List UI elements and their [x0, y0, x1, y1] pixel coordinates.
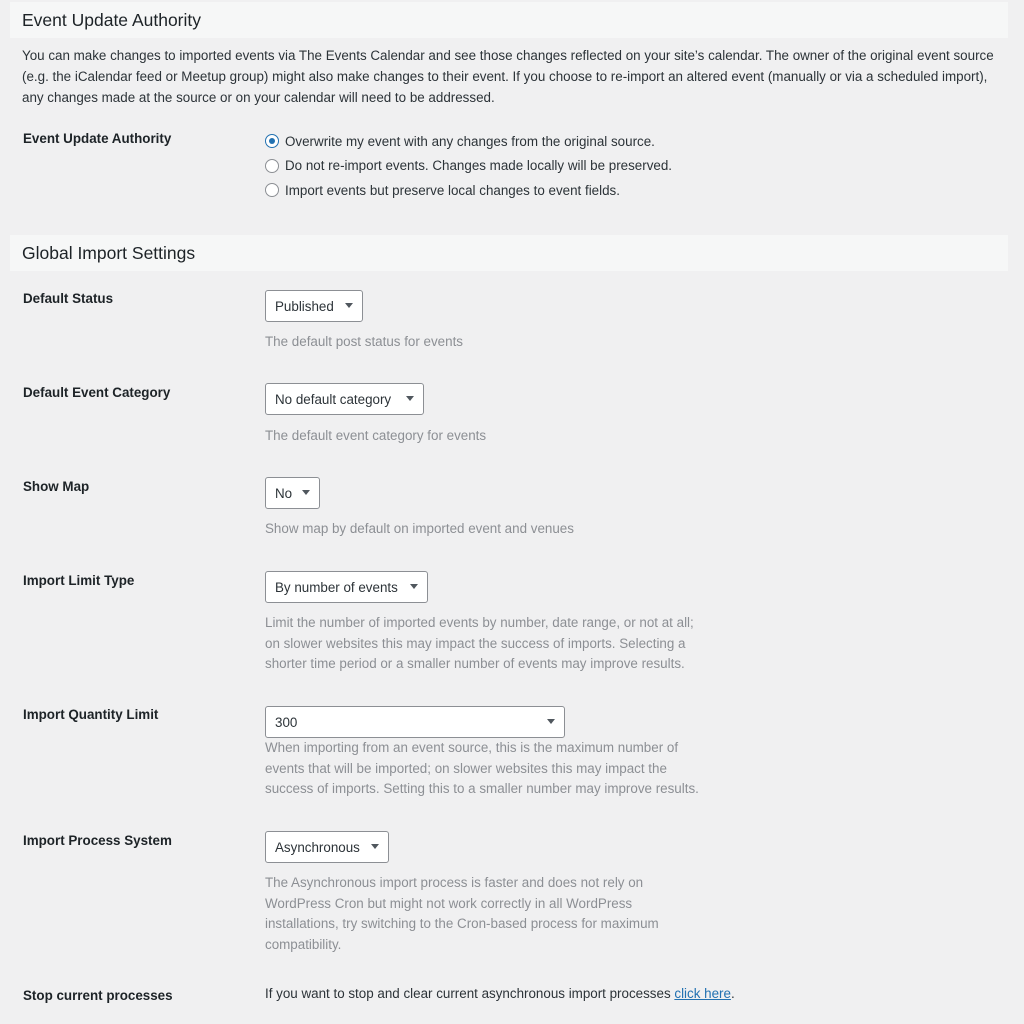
radio-option-label[interactable]: Import events but preserve local changes to event fields.: [285, 182, 620, 198]
import-limit-type-description: [265, 613, 694, 675]
stop-processes-message: If you want to stop and clear current asynchronous import processes: [265, 986, 675, 1001]
description-line: on slower websites this may impact the success of imports. Selecting a: [265, 635, 686, 651]
import-limit-type-label: Import Limit Type: [23, 573, 135, 588]
select-value: Published: [275, 298, 334, 314]
caret-down-icon: [371, 844, 379, 849]
show-map-description: Show map by default on imported event and venues: [265, 521, 574, 536]
description-line: The Asynchronous import process is faster and does not rely on: [265, 875, 644, 890]
description-line: events that will be imported; on slower websites this may impact the: [265, 760, 667, 776]
event-update-authority-radio-group: [265, 129, 672, 203]
import-limit-type-select[interactable]: [265, 571, 428, 603]
description-line: WordPress Cron but might not work correctly in all WordPress: [265, 895, 633, 911]
default-status-label: Default Status: [23, 291, 114, 306]
radio-option-preserve-local[interactable]: [265, 178, 672, 203]
radio-option-label[interactable]: Overwrite my event with any changes from the original source.: [285, 133, 655, 149]
default-event-category-label: Default Event Category: [23, 385, 171, 400]
caret-down-icon: [302, 490, 310, 495]
caret-down-icon: [345, 303, 353, 308]
caret-down-icon: [547, 719, 555, 724]
section-title: Event Update Authority: [22, 9, 201, 30]
default-event-category-select[interactable]: [265, 383, 424, 415]
section-header-global-import-settings: [10, 235, 1008, 271]
select-value: Asynchronous: [275, 839, 360, 855]
select-value: By number of events: [275, 579, 398, 595]
section-header-event-update-authority: [10, 2, 1008, 38]
import-quantity-limit-select[interactable]: [265, 706, 565, 738]
radio-option-no-reimport[interactable]: [265, 154, 672, 179]
default-status-select[interactable]: [265, 290, 363, 322]
caret-down-icon: [410, 584, 418, 589]
show-map-select[interactable]: [265, 477, 320, 509]
show-map-label: Show Map: [23, 479, 90, 494]
import-process-system-select[interactable]: [265, 831, 389, 863]
section-title: Global Import Settings: [22, 242, 196, 263]
radio-option-overwrite[interactable]: [265, 129, 672, 154]
caret-down-icon: [406, 396, 414, 401]
default-status-description: The default post status for events: [265, 334, 463, 349]
description-line: shorter time period or a smaller number of events may improve results.: [265, 656, 685, 671]
description-line: Limit the number of imported events by number, date range, or not at all;: [265, 615, 694, 630]
select-value: No default category: [275, 391, 392, 407]
select-value: 300: [275, 714, 298, 730]
import-process-system-label: Import Process System: [23, 833, 172, 848]
radio-button[interactable]: [265, 183, 279, 197]
import-process-system-description: [265, 873, 659, 955]
description-line: When importing from an event source, this is the maximum number of: [265, 740, 679, 755]
radio-button-checked[interactable]: [265, 134, 279, 148]
select-value: No: [275, 485, 293, 501]
import-quantity-limit-label: Import Quantity Limit: [23, 707, 159, 722]
radio-button[interactable]: [265, 159, 279, 173]
stop-processes-link[interactable]: click here: [674, 986, 731, 1001]
authority-intro-text: You can make changes to imported events via The Events Calendar and see those changes reflected on your site’s calendar. The owner of the original event source (e.g. the iCalendar feed or Meetup group) might also make changes to their event. If you choose to re-import an altered event (manually or via a scheduled import), any changes made at the source or on your calendar will need to be addressed.: [22, 48, 994, 105]
radio-option-label[interactable]: Do not re-import events. Changes made locally will be preserved.: [285, 158, 673, 174]
stop-current-processes-label: Stop current processes: [23, 988, 173, 1003]
description-line: success of imports. Setting this to a smaller number may improve results.: [265, 781, 699, 796]
stop-processes-period: .: [730, 986, 735, 1001]
event-update-authority-label: Event Update Authority: [23, 131, 172, 146]
default-event-category-description: The default event category for events: [265, 428, 487, 443]
description-line: installations, try switching to the Cron-based process for maximum: [265, 916, 659, 931]
stop-processes-text: [265, 986, 735, 1001]
description-line: compatibility.: [265, 936, 342, 952]
import-quantity-limit-description: [265, 738, 699, 800]
